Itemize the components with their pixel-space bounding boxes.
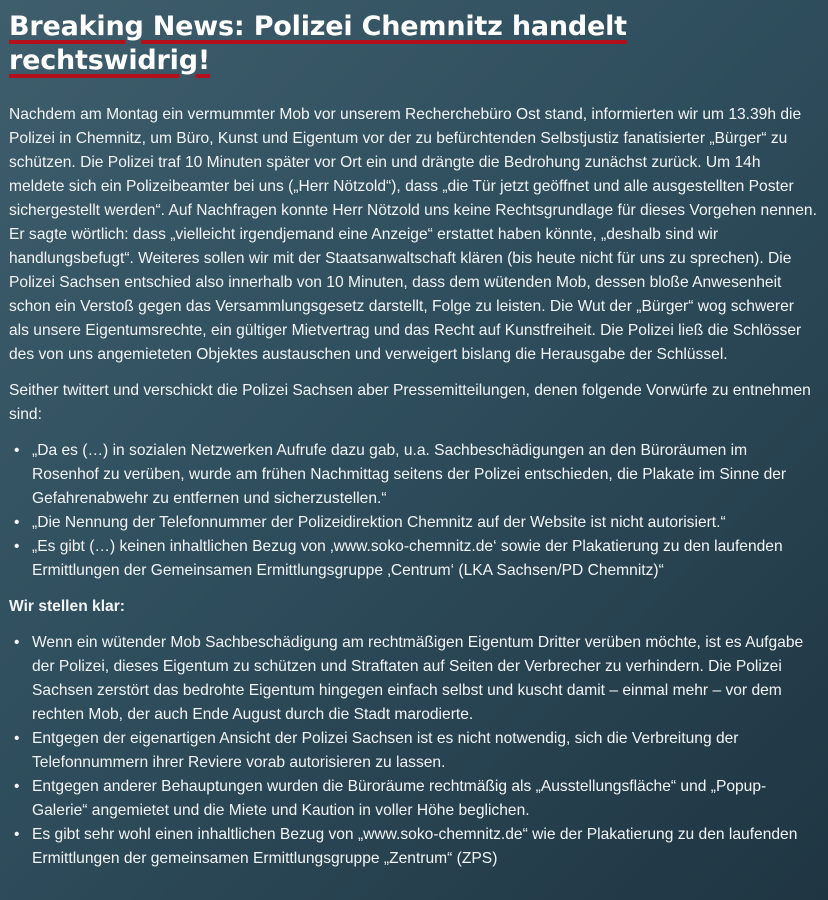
list-item: • Entgegen der eigenartigen Ansicht der Polizei Sachsen ist es nicht notwendig, sich die Verbreitung der Telefonnummern ihrer Reviere vorab autorisieren zu lassen. <box>32 727 818 775</box>
article-title <box>9 10 818 78</box>
list-item: • Entgegen anderer Behauptungen wurden die Büroräume rechtmäßig als „Ausstellungsfläche“ und „Popup-Galerie“ angemietet und die Miete und Kaution in voller Höhe beglichen. <box>32 775 818 823</box>
list-item: • Es gibt sehr wohl einen inhaltlichen Bezug von „www.soko-chemnitz.de“ wie der Plakatierung zu den laufenden Ermittlungen der gemeinsamen Ermittlungsgruppe „Zentrum“ (ZPS) <box>32 823 818 871</box>
clarify-heading: Wir stellen klar: <box>9 598 125 615</box>
list-item: • „Da es (…) in sozialen Netzwerken Aufrufe dazu gab, u.a. Sachbeschädigungen an den Büroräumen im Rosenhof zu verüben, wurde am frühen Nachmittag seitens der Polizei entschieden, die Plakate im Sinne der Gefahrenabwehr zu entfernen und sicherzustellen.“ <box>32 439 818 511</box>
accusations-list <box>9 439 818 583</box>
article-title-text: Breaking News: Polizei Chemnitz handelt rechtswidrig! <box>9 11 627 76</box>
clarifications-list <box>9 631 818 871</box>
list-item: • Wenn ein wütender Mob Sachbeschädigung am rechtmäßigen Eigentum Dritter verüben möchte, ist es Aufgabe der Polizei, dieses Eigentum zu schützen und Straftaten auf Seiten der Verbrecher zu verhindern. Die Polizei Sachsen zerstört das bedrohte Eigentum hingegen einfach selbst und kuscht damit – einmal mehr – vor dem rechten Mob, der auch Ende August durch die Stadt marodierte. <box>32 631 818 727</box>
list-item: • „Die Nennung der Telefonnummer der Polizeidirektion Chemnitz auf der Website ist nicht autorisiert.“ <box>32 511 818 535</box>
article-paragraph-press: Seither twittert und verschickt die Polizei Sachsen aber Pressemitteilungen, denen folgende Vorwürfe zu entnehmen sind: <box>9 382 811 423</box>
article-paragraph-intro: Nachdem am Montag ein vermummter Mob vor unserem Recherchebüro Ost stand, informierten wir um 13.39h die Polizei in Chemnitz, um Büro, Kunst und Eigentum vor der zu befürchtenden Selbstjustiz fanatisierter „Bürger“ zu schützen. Die Polizei traf 10 Minuten später vor Ort ein und drängte die Bedrohung zunächst zurück. Um 14h meldete sich ein Polizeibeamter bei uns („Herr Nötzold“), dass „die Tür jetzt geöffnet und alle ausgestellten Poster sichergestellt werden“. Auf Nachfragen konnte Herr Nötzold uns keine Rechtsgrundlage für dieses Vorgehen nennen. Er sagte wörtlich: dass „vielleicht irgendjemand eine Anzeige“ erstattet haben könnte, „deshalb sind wir handlungsbefugt“. Weiteres sollen wir mit der Staatsanwaltschaft klären (bis heute nicht für uns zu sprechen). Die Polizei Sachsen entschied also innerhalb von 10 Minuten, dass dem wütenden Mob, dessen bloße Anwesenheit schon ein Verstoß gegen das Versammlungsgesetz darstellt, Folge zu leisten. Die Wut der „Bürger“ wog schwerer als unsere Eigentumsrechte, ein gültiger Mietvertrag und das Recht auf Kunstfreiheit. Die Polizei ließ die Schlösser des von uns angemieteten Objektes austauschen und verweigert bislang die Herausgabe der Schlüssel. <box>9 106 817 363</box>
list-item: • „Es gibt (…) keinen inhaltlichen Bezug von ‚www.soko-chemnitz.de‘ sowie der Plakatierung zu den laufenden Ermittlungen der Gemeinsamen Ermittlungsgruppe ‚Centrum‘ (LKA Sachsen/PD Chemnitz)“ <box>32 535 818 583</box>
